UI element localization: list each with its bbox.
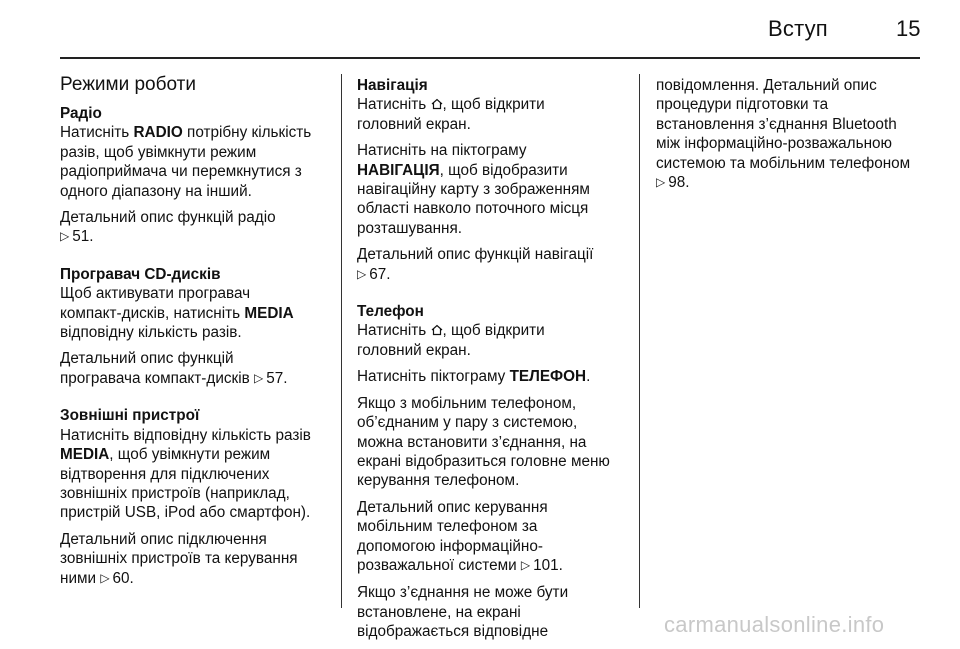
text: , щоб увімкнути режим — [109, 446, 271, 464]
column-2 — [357, 76, 631, 649]
radio-key-label: RADIO — [133, 124, 183, 142]
reference-triangle-icon: ▷ — [656, 175, 666, 190]
navigation-paragraph-1 — [357, 95, 631, 134]
navigation-heading: Навігація — [357, 77, 428, 94]
page-reference[interactable]: 57. — [266, 369, 288, 387]
phone-paragraph-1 — [357, 321, 631, 360]
text: мобільним телефоном за — [357, 518, 538, 536]
text: Щоб активувати програвач — [60, 285, 251, 303]
text: відтворення для підключених — [60, 465, 270, 483]
media-key-label: MEDIA — [244, 304, 294, 322]
phone-paragraph-4 — [357, 498, 631, 577]
text: , щоб відобразити — [439, 161, 568, 179]
header-divider — [60, 57, 920, 59]
cd-paragraph-1 — [60, 284, 334, 342]
text: процедури підготовки та — [656, 96, 829, 114]
text: встановлення з’єднання Bluetooth — [656, 115, 897, 133]
cd-heading: Програвач CD-дисків — [60, 265, 221, 283]
home-icon — [431, 98, 443, 110]
external-devices-section — [60, 406, 334, 589]
external-paragraph-1 — [60, 426, 334, 523]
phone-paragraph-3 — [357, 394, 631, 491]
column-divider-2 — [639, 74, 640, 608]
text: ними — [60, 569, 101, 587]
reference-triangle-icon: ▷ — [100, 570, 110, 585]
text: Детальний опис функцій — [60, 350, 234, 368]
column-1 — [60, 73, 334, 596]
text: Натисніть відповідну кількість разів — [60, 426, 311, 444]
watermark: carmanualsonline.info — [664, 612, 885, 637]
navigation-paragraph-2 — [357, 141, 631, 238]
cd-player-section — [60, 265, 334, 389]
page-reference[interactable]: 67. — [369, 265, 391, 283]
text: відображається відповідне — [357, 623, 549, 641]
text: , щоб відкрити — [442, 322, 545, 340]
phone-heading: Телефон — [357, 303, 424, 321]
text: головний екран. — [357, 341, 471, 359]
bluetooth-paragraph — [656, 76, 928, 193]
text: компакт-дисків, натисніть — [60, 304, 245, 322]
column-divider-1 — [341, 74, 342, 608]
text: розважальної системи — [357, 556, 521, 574]
text: Детальний опис функцій радіо — [60, 209, 276, 227]
reference-triangle-icon: ▷ — [253, 370, 264, 385]
text: повідомлення. Детальний опис — [656, 77, 877, 94]
navigation-paragraph-3 — [357, 245, 631, 285]
page-reference[interactable]: 51. — [72, 228, 94, 246]
text: Якщо з’єднання не може бути — [357, 584, 569, 602]
radio-paragraph-1 — [60, 123, 334, 201]
text: Натисніть піктограму — [357, 368, 510, 386]
text: головний екран. — [357, 115, 471, 133]
navigation-icon-label: НАВІГАЦІЯ — [357, 161, 440, 179]
text: Натисніть — [357, 96, 431, 114]
phone-paragraph-5 — [357, 583, 631, 641]
header-title: Вступ — [768, 16, 828, 41]
text: Детальний опис підключення — [60, 530, 267, 548]
home-icon — [431, 324, 443, 336]
text: можна встановити з’єднання, на — [357, 433, 587, 451]
text: . — [586, 368, 591, 386]
text: відповідну кількість разів. — [60, 324, 242, 342]
cd-paragraph-2 — [60, 349, 334, 389]
text: радіоприймача чи перемкнутися з — [60, 163, 302, 181]
text: Детальний опис керування — [357, 498, 548, 516]
text: області навколо поточного місця — [357, 200, 589, 218]
text: програвача компакт-дисків — [60, 369, 254, 387]
external-paragraph-2 — [60, 530, 334, 589]
reference-triangle-icon: ▷ — [357, 266, 367, 281]
text: розташування. — [357, 219, 463, 237]
text: зовнішніх пристроїв та керування — [60, 550, 298, 568]
page-number: 15 — [896, 16, 921, 41]
text: Якщо з мобільним телефоном, — [357, 394, 577, 412]
text: Натисніть на піктограму — [357, 142, 527, 160]
external-heading: Зовнішні пристрої — [60, 407, 200, 425]
phone-icon-label: ТЕЛЕФОН — [509, 368, 587, 386]
text: потрібну кількість — [182, 124, 312, 142]
text: Натисніть — [60, 124, 134, 142]
section-title: Режими роботи — [60, 74, 196, 95]
phone-paragraph-2 — [357, 367, 631, 386]
radio-heading: Радіо — [60, 105, 102, 122]
text: , щоб відкрити — [442, 96, 545, 114]
navigation-section — [357, 76, 631, 285]
radio-paragraph-2 — [60, 208, 334, 248]
text: керування телефоном. — [357, 472, 520, 490]
page-reference[interactable]: 60. — [112, 569, 134, 587]
text: Детальний опис функцій навігації — [357, 246, 594, 264]
text: зовнішніх пристроїв (наприклад, — [60, 484, 290, 502]
column-3 — [656, 76, 928, 200]
text: екрані відобразиться головне меню — [357, 452, 610, 470]
media-key-label: MEDIA — [60, 446, 110, 464]
text: одного діапазону на інший. — [60, 182, 252, 200]
text: встановлене, на екрані — [357, 603, 521, 621]
text: навігаційну карту з зображенням — [357, 181, 590, 199]
text: Натисніть — [357, 322, 431, 340]
text: об’єднаним у пару з системою, — [357, 414, 578, 432]
text: допомогою інформаційно- — [357, 537, 543, 555]
page-reference[interactable]: 98. — [668, 174, 690, 192]
reference-triangle-icon: ▷ — [520, 557, 531, 572]
phone-section — [357, 302, 631, 642]
text: між інформаційно-розважальною — [656, 135, 893, 153]
page-reference[interactable]: 101. — [533, 556, 563, 574]
text: разів, щоб увімкнути режим — [60, 143, 257, 161]
text: системою та мобільним телефоном — [656, 154, 911, 172]
reference-triangle-icon: ▷ — [60, 229, 70, 244]
text: пристрій USB, iPod або смартфон). — [60, 504, 311, 522]
radio-section — [60, 104, 334, 248]
